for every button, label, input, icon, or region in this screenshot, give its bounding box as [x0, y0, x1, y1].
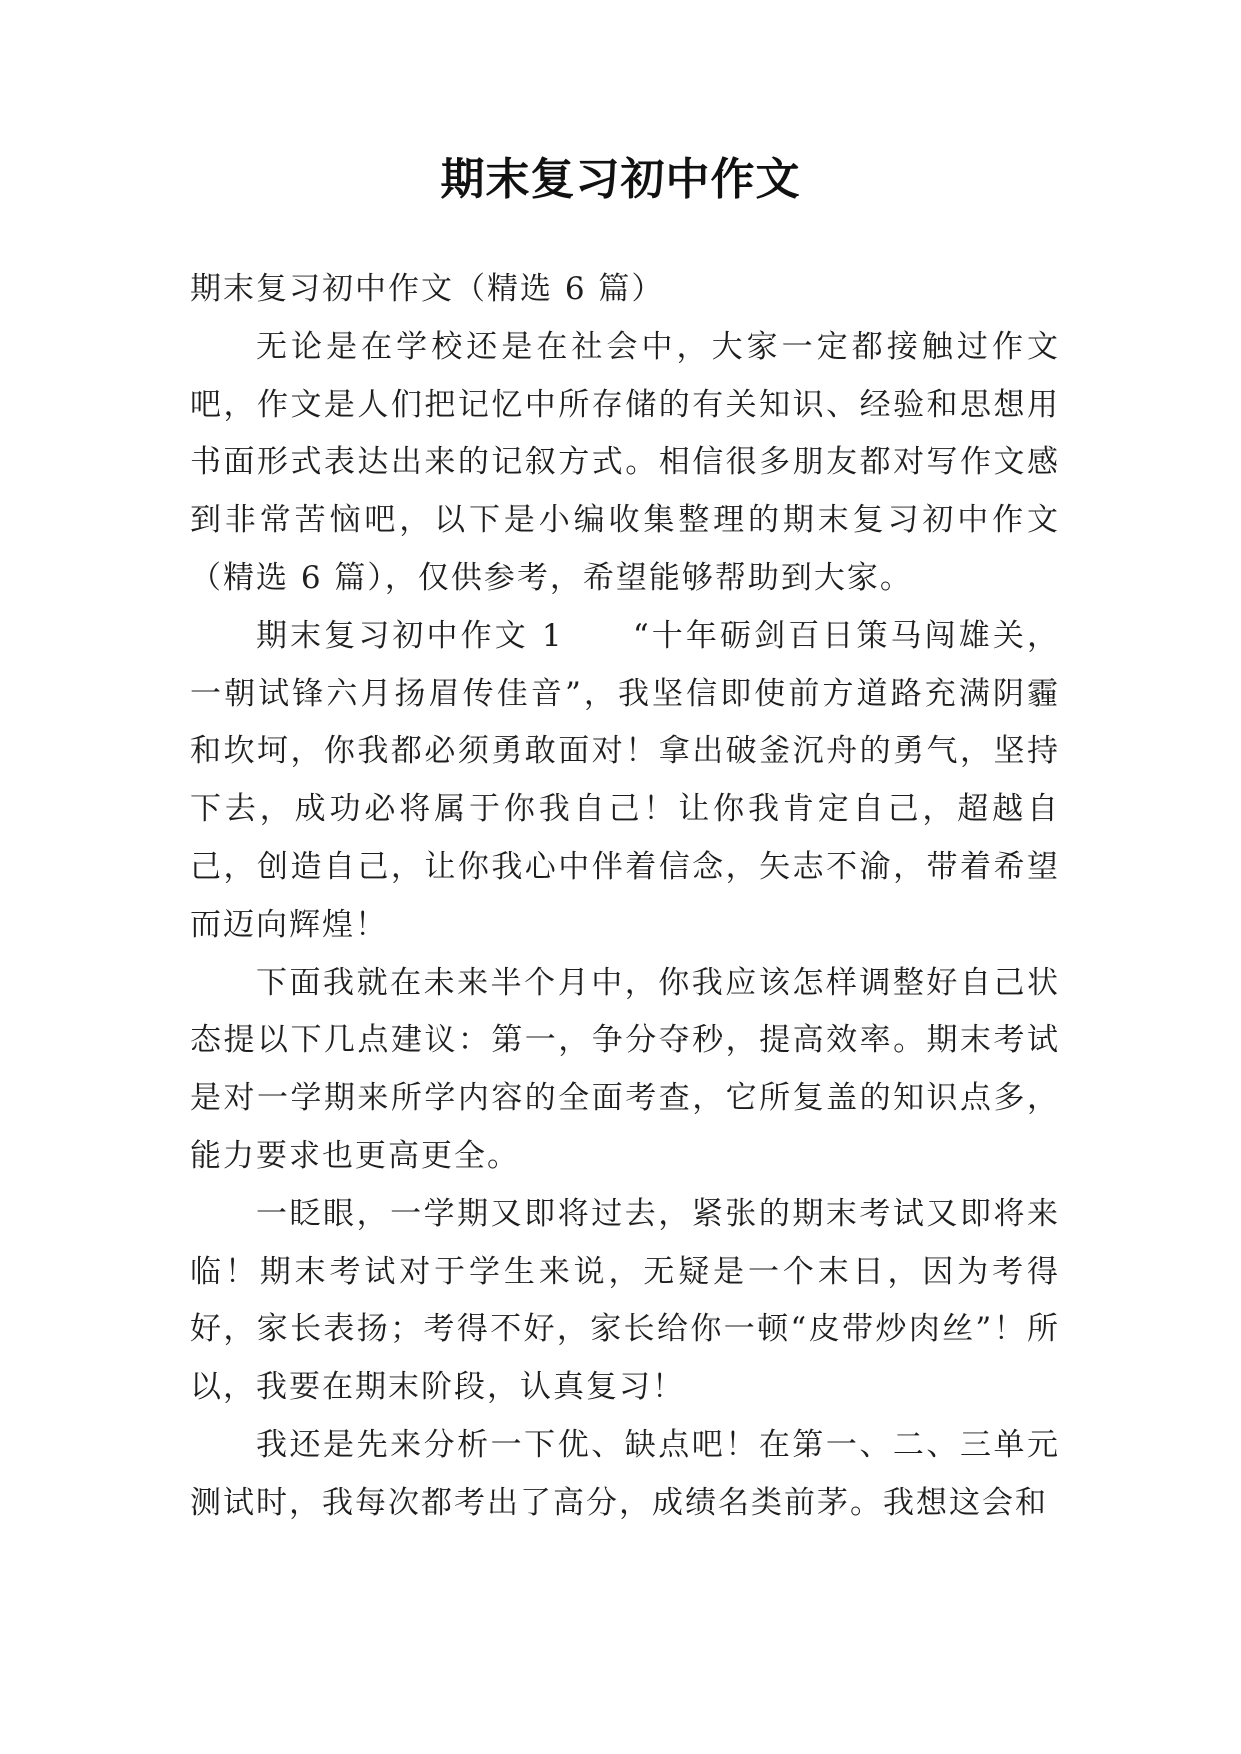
essay-1-paragraph-3: 一眨眼，一学期又即将过去，紧张的期末考试又即将来临！期末考试对于学生来说，无疑是一个末日，因为考得好，家长表扬；考得不好，家长给你一顿“皮带炒肉丝”！所以，我要在期末阶段，认真复习！ [190, 1195, 1060, 1406]
essay-1-paragraph-2: 下面我就在未来半个月中，你我应该怎样调整好自己状态提以下几点建议：第一，争分夺秒，提高效率。期末考试是对一学期来所学内容的全面考查，它所复盖的知识点多，能力要求也更高更全。 [190, 964, 1060, 1174]
subtitle-paragraph: 期末复习初中作文（精选 6 篇） [190, 271, 665, 307]
document-body [190, 261, 1060, 1533]
essay-1-paragraph-4: 我还是先来分析一下优、缺点吧！在第一、二、三单元测试时，我每次都考出了高分，成绩名类前茅。我想这会和 [190, 1426, 1060, 1521]
document-title: 期末复习初中作文 [440, 154, 801, 205]
essay-1-paragraph-1: 期末复习初中作文 1 “十年砺剑百日策马闯雄关，一朝试锋六月扬眉传佳音”，我坚信即使前方道路充满阴霾和坎坷，你我都必须勇敢面对！拿出破釜沉舟的勇气，坚持下去，成功必将属于你我自己！让你我肯定自己，超越自己，创造自己，让你我心中伴着信念，矢志不渝，带着希望而迈向辉煌！ [190, 617, 1060, 943]
intro-paragraph: 无论是在学校还是在社会中，大家一定都接触过作文吧，作文是人们把记忆中所存储的有关知识、经验和思想用书面形式表达出来的记叙方式。相信很多朋友都对写作文感到非常苦恼吧，以下是小编收集整理的期末复习初中作文（精选 6 篇），仅供参考，希望能够帮助到大家。 [190, 328, 1060, 596]
